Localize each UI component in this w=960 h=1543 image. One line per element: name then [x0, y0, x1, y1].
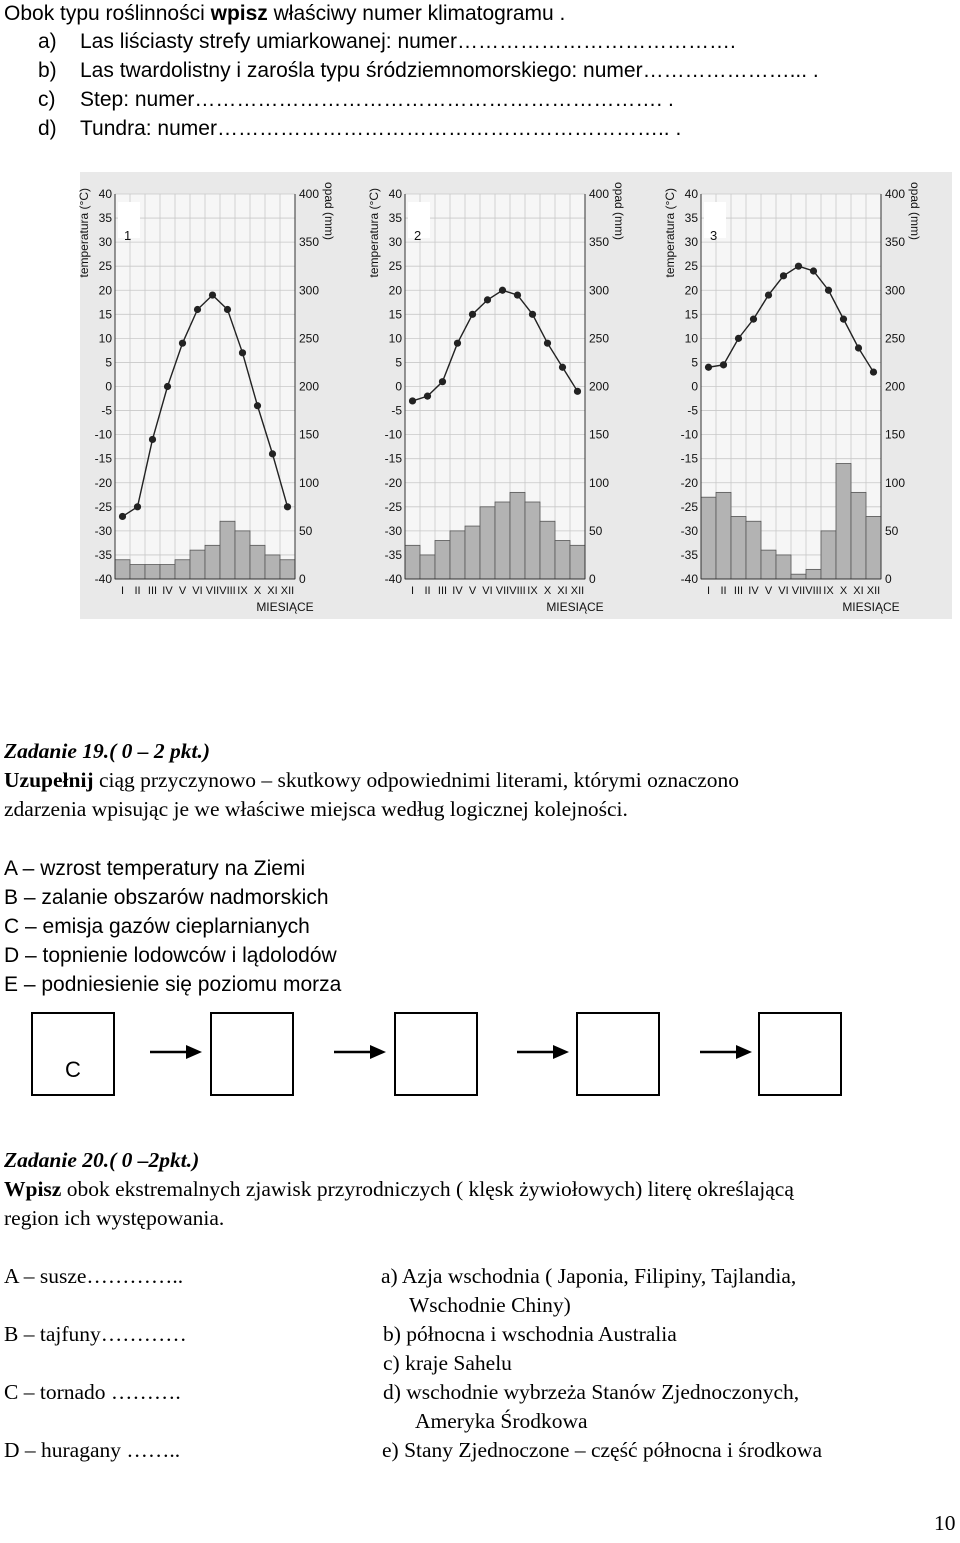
precip-tick-label: 150 — [299, 427, 320, 442]
temp-tick-label: -35 — [94, 547, 112, 562]
temp-tick-label: 35 — [98, 211, 112, 226]
temperature-point — [529, 311, 536, 318]
temperature-point — [134, 503, 141, 510]
month-tick-label: IX — [823, 585, 834, 597]
precipitation-bar — [265, 555, 280, 579]
temperature-point — [119, 513, 126, 520]
temp-tick-label: -10 — [94, 427, 112, 442]
month-tick-label: VII — [791, 585, 806, 597]
precipitation-bar — [145, 565, 160, 579]
precipitation-bar — [836, 464, 851, 580]
precipitation-bar — [115, 560, 130, 579]
month-tick-label: XII — [570, 585, 585, 597]
precipitation-bar — [205, 545, 220, 579]
precip-tick-label: 350 — [589, 235, 610, 250]
month-tick-label: VIII — [219, 585, 236, 597]
temperature-point — [544, 340, 551, 347]
precipitation-bar — [250, 545, 265, 579]
precip-axis-label: opad (mm) — [322, 182, 336, 241]
arrow-right-icon — [334, 1043, 386, 1061]
precipitation-bar — [280, 560, 295, 579]
precipitation-bar — [851, 492, 866, 579]
temperature-point — [409, 397, 416, 404]
task19-title: Zadanie 19.( 0 – 2 pkt.) — [4, 739, 211, 763]
temperature-point — [284, 503, 291, 510]
temperature-point — [810, 267, 817, 274]
precip-tick-label: 100 — [299, 475, 320, 490]
chart-number: 1 — [124, 228, 132, 243]
temperature-point — [765, 291, 772, 298]
temperature-point — [499, 287, 506, 294]
temp-tick-label: 10 — [388, 331, 402, 346]
phenomenon-c: C – tornado ………. — [4, 1380, 181, 1404]
temp-tick-label: 40 — [388, 187, 402, 201]
temperature-point — [514, 291, 521, 298]
temperature-point — [750, 316, 757, 323]
temp-tick-label: -15 — [384, 451, 402, 466]
month-tick-label: IV — [452, 585, 463, 597]
x-axis-label: MIESIĄCE — [546, 600, 604, 614]
precipitation-bar — [555, 541, 570, 580]
precipitation-bar — [806, 569, 821, 579]
temp-tick-label: -30 — [94, 523, 112, 538]
precipitation-bar — [235, 531, 250, 579]
temp-tick-label: 20 — [98, 283, 112, 298]
arrow-right-icon — [517, 1043, 569, 1061]
temp-tick-label: 25 — [684, 259, 698, 274]
temp-tick-label: 40 — [98, 187, 112, 201]
month-tick-label: II — [720, 585, 727, 597]
month-tick-label: III — [147, 585, 158, 597]
temperature-point — [840, 316, 847, 323]
task20-intro-line1: Wpisz obok ekstremalnych zjawisk przyrodniczych ( klęsk żywiołowych) literę określającą — [4, 1177, 794, 1201]
temp-axis-label: temperatura (°C) — [663, 188, 677, 278]
chain-box-1[interactable]: C — [31, 1012, 115, 1096]
precip-tick-label: 400 — [299, 187, 320, 201]
temperature-point — [424, 393, 431, 400]
event-d: D – topnienie lodowców i lądolodów — [4, 944, 337, 967]
month-tick-label: XII — [280, 585, 295, 597]
temp-tick-label: -5 — [687, 403, 698, 418]
precip-tick-label: 300 — [589, 283, 610, 298]
temp-tick-label: 40 — [684, 187, 698, 201]
month-tick-label: II — [424, 585, 431, 597]
precip-tick-label: 100 — [589, 475, 610, 490]
precip-tick-label: 250 — [299, 331, 320, 346]
precip-axis-label: opad (mm) — [908, 182, 922, 241]
task19-intro-line2: zdarzenia wpisując je we właściwe miejsca według logicznej kolejności. — [4, 797, 628, 821]
month-tick-label: III — [437, 585, 448, 597]
region-d: d) wschodnie wybrzeża Stanów Zjednoczonych, — [383, 1380, 800, 1404]
task20-intro-line2: region ich występowania. — [4, 1206, 225, 1230]
precip-tick-label: 200 — [299, 379, 320, 394]
temperature-point — [795, 263, 802, 270]
temp-tick-label: -10 — [384, 427, 402, 442]
climatograms-svg — [77, 172, 952, 619]
precipitation-bar — [776, 555, 791, 579]
arrow-right-icon — [150, 1043, 202, 1061]
temperature-point — [720, 361, 727, 368]
page-number: 10 — [934, 1511, 956, 1535]
temp-tick-label: 0 — [395, 379, 402, 394]
temp-tick-label: -40 — [384, 572, 402, 586]
precip-tick-label: 250 — [885, 331, 906, 346]
temperature-point — [574, 388, 581, 395]
event-e: E – podniesienie się poziomu morza — [4, 973, 342, 996]
precip-tick-label: 300 — [299, 283, 320, 298]
temp-tick-label: -25 — [680, 499, 698, 514]
temperature-point — [705, 364, 712, 371]
region-e: e) Stany Zjednoczone – część północna i środkowa — [382, 1438, 822, 1462]
task-instruction: Obok typu roślinności wpisz właściwy numer klimatogramu . — [4, 2, 566, 25]
temperature-point — [454, 340, 461, 347]
temp-tick-label: 15 — [388, 307, 402, 322]
precipitation-bar — [130, 565, 145, 579]
temp-tick-label: 30 — [388, 235, 402, 250]
precipitation-bar — [731, 516, 746, 579]
temp-tick-label: -35 — [384, 547, 402, 562]
answer-item-a: a) Las liściasty strefy umiarkowanej: numer…………………………………. — [38, 30, 736, 53]
precipitation-bar — [480, 507, 495, 579]
temp-tick-label: 20 — [684, 283, 698, 298]
chain-box-2[interactable] — [210, 1012, 294, 1096]
temperature-point — [780, 272, 787, 279]
month-tick-label: I — [410, 585, 415, 597]
temp-tick-label: -20 — [94, 475, 112, 490]
temperature-point — [870, 368, 877, 375]
precipitation-bar — [465, 526, 480, 579]
precip-axis-label: opad (mm) — [612, 182, 626, 241]
precipitation-bar — [821, 531, 836, 579]
month-tick-label: IX — [527, 585, 538, 597]
temp-tick-label: 10 — [98, 331, 112, 346]
precip-tick-label: 150 — [589, 427, 610, 442]
month-tick-label: X — [839, 585, 848, 597]
temperature-point — [559, 364, 566, 371]
precipitation-bar — [701, 497, 716, 579]
month-tick-label: I — [120, 585, 125, 597]
month-tick-label: VI — [192, 585, 203, 597]
event-b: B – zalanie obszarów nadmorskich — [4, 886, 329, 909]
temp-tick-label: -40 — [94, 572, 112, 586]
precipitation-bar — [761, 550, 776, 579]
temperature-point — [164, 383, 171, 390]
precipitation-bar — [220, 521, 235, 579]
temp-tick-label: -15 — [94, 451, 112, 466]
month-tick-label: XI — [557, 585, 568, 597]
region-a: a) Azja wschodnia ( Japonia, Filipiny, Tajlandia, — [381, 1264, 797, 1288]
temperature-point — [224, 306, 231, 313]
precipitation-bar — [435, 541, 450, 580]
month-tick-label: VII — [205, 585, 220, 597]
precipitation-bar — [525, 502, 540, 579]
temperature-point — [254, 402, 261, 409]
precip-tick-label: 200 — [885, 379, 906, 394]
climatogram-panel — [77, 172, 952, 619]
precipitation-bar — [405, 545, 420, 579]
precip-tick-label: 150 — [885, 427, 906, 442]
temp-axis-label: temperatura (°C) — [367, 188, 381, 278]
temperature-point — [269, 450, 276, 457]
phenomenon-a: A – susze………….. — [4, 1264, 184, 1288]
precipitation-bar — [495, 502, 510, 579]
temperature-point — [484, 296, 491, 303]
answer-item-b: b) Las twardolistny i zarośla typu śródziemnomorskiego: numer…………………... . — [38, 59, 819, 82]
answer-item-d: d) Tundra: numer……………………………………………………….. . — [38, 117, 682, 140]
month-tick-label: XII — [866, 585, 881, 597]
temp-tick-label: -20 — [680, 475, 698, 490]
precipitation-bar — [190, 550, 205, 579]
x-axis-label: MIESIĄCE — [842, 600, 900, 614]
temp-tick-label: 0 — [105, 379, 112, 394]
precipitation-bar — [570, 545, 585, 579]
month-tick-label: IV — [748, 585, 759, 597]
temperature-point — [825, 287, 832, 294]
temp-tick-label: 10 — [684, 331, 698, 346]
temperature-point — [209, 291, 216, 298]
month-tick-label: VI — [778, 585, 789, 597]
precipitation-bar — [420, 555, 435, 579]
precip-tick-label: 350 — [885, 235, 906, 250]
month-tick-label: VIII — [805, 585, 822, 597]
month-tick-label: V — [764, 585, 773, 597]
temp-tick-label: -10 — [680, 427, 698, 442]
temp-tick-label: 5 — [691, 355, 698, 370]
month-tick-label: VIII — [509, 585, 526, 597]
temp-tick-label: -25 — [384, 499, 402, 514]
precip-tick-label: 0 — [885, 572, 892, 586]
month-tick-label: V — [178, 585, 187, 597]
precip-tick-label: 300 — [885, 283, 906, 298]
temp-tick-label: 5 — [395, 355, 402, 370]
temperature-point — [239, 349, 246, 356]
temperature-point — [735, 335, 742, 342]
month-tick-label: V — [468, 585, 477, 597]
task20-title: Zadanie 20.( 0 –2pkt.) — [4, 1148, 200, 1172]
month-tick-label: I — [706, 585, 711, 597]
month-tick-label: IX — [237, 585, 248, 597]
precip-tick-label: 50 — [299, 523, 313, 538]
answer-item-c: c) Step: numer…………………………………………………………. . — [38, 88, 674, 111]
temperature-point — [469, 311, 476, 318]
region-b: b) północna i wschodnia Australia — [383, 1322, 677, 1346]
temp-tick-label: -20 — [384, 475, 402, 490]
temp-tick-label: 25 — [98, 259, 112, 274]
temp-tick-label: -30 — [680, 523, 698, 538]
temperature-point — [149, 436, 156, 443]
temp-tick-label: -35 — [680, 547, 698, 562]
phenomenon-d: D – huragany …….. — [4, 1438, 181, 1462]
temp-tick-label: 30 — [98, 235, 112, 250]
temp-tick-label: -25 — [94, 499, 112, 514]
month-tick-label: IV — [162, 585, 173, 597]
x-axis-label: MIESIĄCE — [256, 600, 314, 614]
temp-tick-label: 15 — [98, 307, 112, 322]
precipitation-bar — [450, 531, 465, 579]
precipitation-bar — [160, 565, 175, 579]
chain-box-4[interactable] — [576, 1012, 660, 1096]
temp-tick-label: 20 — [388, 283, 402, 298]
arrow-right-icon — [700, 1043, 752, 1061]
chain-box-5[interactable] — [758, 1012, 842, 1096]
temperature-point — [194, 306, 201, 313]
month-tick-label: XI — [853, 585, 864, 597]
task19-intro-line1: Uzupełnij ciąg przyczynowo – skutkowy odpowiednimi literami, którymi oznaczono — [4, 768, 740, 792]
precip-tick-label: 100 — [885, 475, 906, 490]
event-c: C – emisja gazów cieplarnianych — [4, 915, 310, 938]
month-tick-label: XI — [267, 585, 278, 597]
region-d-cont: Ameryka Środkowa — [415, 1409, 588, 1433]
precip-tick-label: 0 — [299, 572, 306, 586]
temp-tick-label: -40 — [680, 572, 698, 586]
precipitation-bar — [866, 516, 881, 579]
temperature-point — [855, 344, 862, 351]
precipitation-bar — [540, 521, 555, 579]
temperature-point — [439, 378, 446, 385]
precipitation-bar — [175, 560, 190, 579]
precipitation-bar — [716, 492, 731, 579]
region-a-cont: Wschodnie Chiny) — [409, 1293, 571, 1317]
precipitation-bar — [791, 574, 806, 579]
chart-number: 2 — [414, 228, 422, 243]
temp-tick-label: -30 — [384, 523, 402, 538]
month-tick-label: II — [134, 585, 141, 597]
precip-tick-label: 50 — [885, 523, 899, 538]
event-a: A – wzrost temperatury na Ziemi — [4, 857, 306, 880]
phenomenon-b: B – tajfuny………… — [4, 1322, 187, 1346]
chart-number: 3 — [710, 228, 718, 243]
month-tick-label: X — [543, 585, 552, 597]
precip-tick-label: 50 — [589, 523, 603, 538]
temp-tick-label: 15 — [684, 307, 698, 322]
precip-tick-label: 200 — [589, 379, 610, 394]
month-tick-label: III — [733, 585, 744, 597]
precip-tick-label: 400 — [589, 187, 610, 201]
temp-tick-label: 0 — [691, 379, 698, 394]
temp-axis-label: temperatura (°C) — [77, 188, 91, 278]
precip-tick-label: 350 — [299, 235, 320, 250]
month-tick-label: VII — [495, 585, 510, 597]
chain-box-3[interactable] — [394, 1012, 478, 1096]
temperature-point — [179, 340, 186, 347]
temp-tick-label: 5 — [105, 355, 112, 370]
precip-tick-label: 250 — [589, 331, 610, 346]
temp-tick-label: -5 — [101, 403, 112, 418]
region-c: c) kraje Sahelu — [383, 1351, 512, 1375]
precip-tick-label: 0 — [589, 572, 596, 586]
precip-tick-label: 400 — [885, 187, 906, 201]
temp-tick-label: -5 — [391, 403, 402, 418]
temp-tick-label: 35 — [684, 211, 698, 226]
temp-tick-label: -15 — [680, 451, 698, 466]
temp-tick-label: 35 — [388, 211, 402, 226]
month-tick-label: VI — [482, 585, 493, 597]
month-tick-label: X — [253, 585, 262, 597]
temp-tick-label: 30 — [684, 235, 698, 250]
precipitation-bar — [746, 521, 761, 579]
temp-tick-label: 25 — [388, 259, 402, 274]
precipitation-bar — [510, 492, 525, 579]
